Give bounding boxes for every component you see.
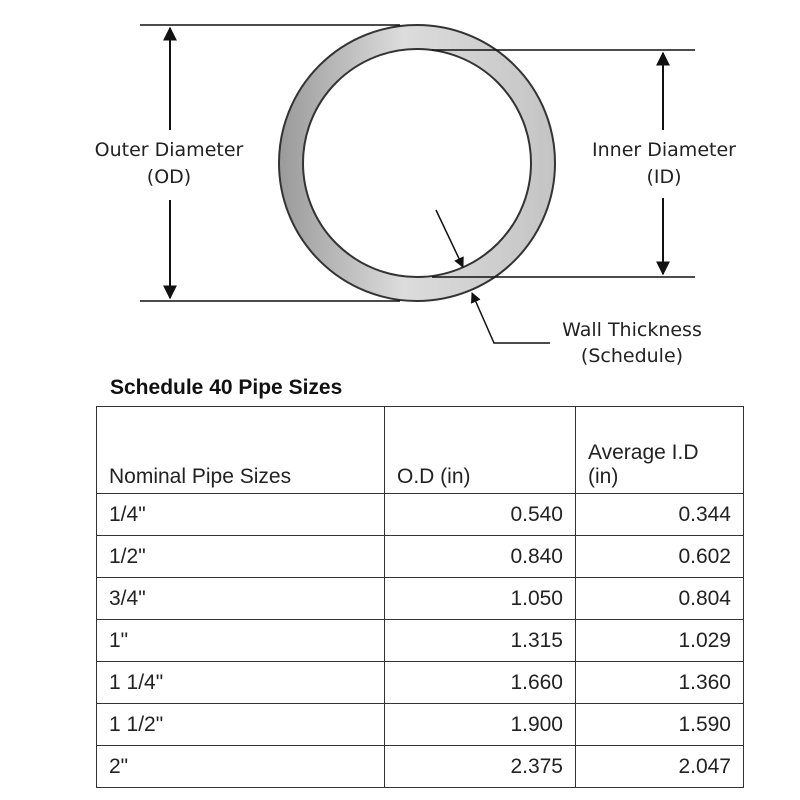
header-od: O.D (in) — [385, 407, 576, 494]
cell-od: 1.660 — [385, 662, 576, 704]
table-row — [97, 746, 744, 788]
cell-od: 1.050 — [385, 578, 576, 620]
cell-od: 1.900 — [385, 704, 576, 746]
outer-diameter-abbr: (OD) — [146, 166, 192, 188]
cell-nominal: 2" — [97, 746, 385, 788]
cell-od: 0.840 — [385, 536, 576, 578]
cell-nominal: 1/2" — [97, 536, 385, 578]
table-row — [97, 620, 744, 662]
header-average-id — [576, 407, 744, 494]
cell-od: 0.540 — [385, 494, 576, 536]
header-average-id-line1: Average I.D — [588, 441, 699, 464]
table-row — [97, 662, 744, 704]
pipe-inner-bore — [303, 49, 531, 277]
table-header-row — [97, 407, 744, 494]
table-title: Schedule 40 Pipe Sizes — [110, 376, 343, 399]
table-row — [97, 578, 744, 620]
outer-diameter-label: Outer Diameter — [94, 139, 244, 161]
cell-nominal: 1" — [97, 620, 385, 662]
wall-thickness-schedule: (Schedule) — [580, 345, 684, 367]
table-row — [97, 494, 744, 536]
cell-id: 1.029 — [576, 620, 744, 662]
cell-id: 1.360 — [576, 662, 744, 704]
inner-diameter-abbr: (ID) — [646, 166, 682, 188]
header-average-id-line2: (in) — [588, 465, 619, 488]
cell-id: 0.344 — [576, 494, 744, 536]
pipe-sizes-table — [96, 406, 744, 788]
cell-id: 0.602 — [576, 536, 744, 578]
cell-id: 0.804 — [576, 578, 744, 620]
cell-nominal: 1/4" — [97, 494, 385, 536]
table-row — [97, 536, 744, 578]
wall-pointer-outer — [472, 293, 550, 343]
cell-od: 1.315 — [385, 620, 576, 662]
wall-thickness-label: Wall Thickness — [562, 319, 702, 341]
cell-nominal: 1 1/2" — [97, 704, 385, 746]
cell-nominal: 3/4" — [97, 578, 385, 620]
header-nominal: Nominal Pipe Sizes — [97, 407, 385, 494]
cell-od: 2.375 — [385, 746, 576, 788]
inner-diameter-label: Inner Diameter — [592, 139, 736, 161]
pipe-cross-section-diagram — [0, 0, 800, 370]
cell-id: 2.047 — [576, 746, 744, 788]
cell-id: 1.590 — [576, 704, 744, 746]
cell-nominal: 1 1/4" — [97, 662, 385, 704]
table-row — [97, 704, 744, 746]
